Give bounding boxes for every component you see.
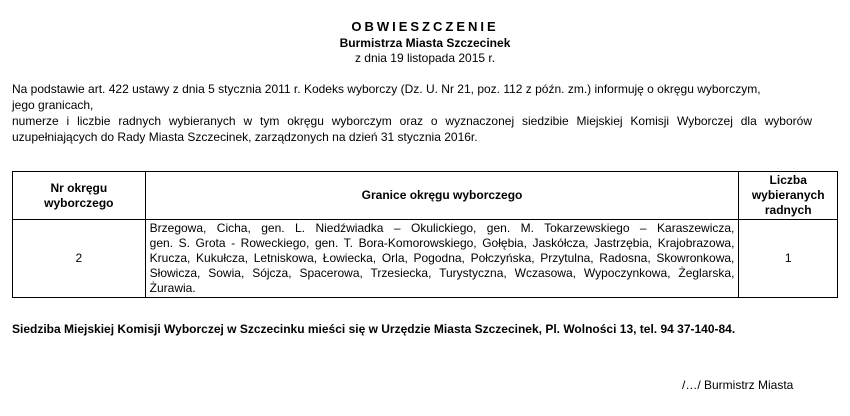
- cell-district-number: 2: [13, 220, 146, 298]
- intro-line: Na podstawie art. 422 ustawy z dnia 5 stycznia 2011 r. Kodeks wyborczy (Dz. U. Nr 21, poz. 112 z późn. zm.) informuję o okręgu wyborczym,: [12, 82, 761, 96]
- intro-line: jego granicach,: [12, 98, 94, 112]
- signature: /…/ Burmistrz Miasta: [682, 378, 794, 392]
- commission-seat-info: Siedziba Miejskiej Komisji Wyborczej w Szczecinku mieści się w Urzędzie Miasta Szczecinek, Pl. Wolności 13, tel. 94 37-140-84.: [12, 322, 736, 336]
- boundary-line: Słowicza, Sowia, Sójcza, Spacerowa, Trzesiecka, Turystyczna, Wczasowa, Wypoczynkowa, Żeglarska,: [149, 266, 735, 280]
- boundary-line: Krucza, Kukułcza, Letniskowa, Łowiecka, Orla, Pogodna, Połczyńska, Przytulna, Radosna, Skowronkowa,: [149, 251, 735, 265]
- notice-title: OBWIESZCZENIE: [351, 19, 499, 34]
- notice-date: z dnia 19 listopada 2015 r.: [354, 51, 496, 65]
- intro-line: uzupełniających do Rady Miasta Szczecinek, zarządzonych na dzień 31 stycznia 2016r.: [12, 130, 478, 144]
- header-boundaries: Granice okręgu wyborczego: [145, 172, 739, 220]
- boundary-line: Żurawia.: [149, 281, 196, 295]
- header-councillors: Liczba wybieranych radnych: [739, 172, 838, 220]
- issuer-subtitle: Burmistrza Miasta Szczecinek: [339, 36, 511, 50]
- header-district-number: Nr okręgu wyborczego: [13, 172, 146, 220]
- boundary-line: gen. S. Grota - Roweckiego, gen. T. Bora-Komorowskiego, Gołębia, Jaskółcza, Jastrzębia, Krajobrazowa,: [149, 236, 735, 250]
- boundary-line: Brzegowa, Cicha, gen. L. Niedźwiadka – Okulickiego, gen. M. Tokarzewskiego – Karaszewicza,: [149, 221, 735, 235]
- table-row: [13, 220, 838, 298]
- table-header-row: [13, 172, 838, 220]
- cell-boundaries: [145, 220, 739, 298]
- intro-paragraph: [12, 81, 812, 145]
- districts-table: [12, 171, 838, 298]
- cell-councillors: 1: [739, 220, 838, 298]
- intro-line: numerze i liczbie radnych wybieranych w tym okręgu wyborczym oraz o wyznaczonej siedzibie Miejskiej Komisji Wyborczej dla wyborów: [12, 114, 812, 128]
